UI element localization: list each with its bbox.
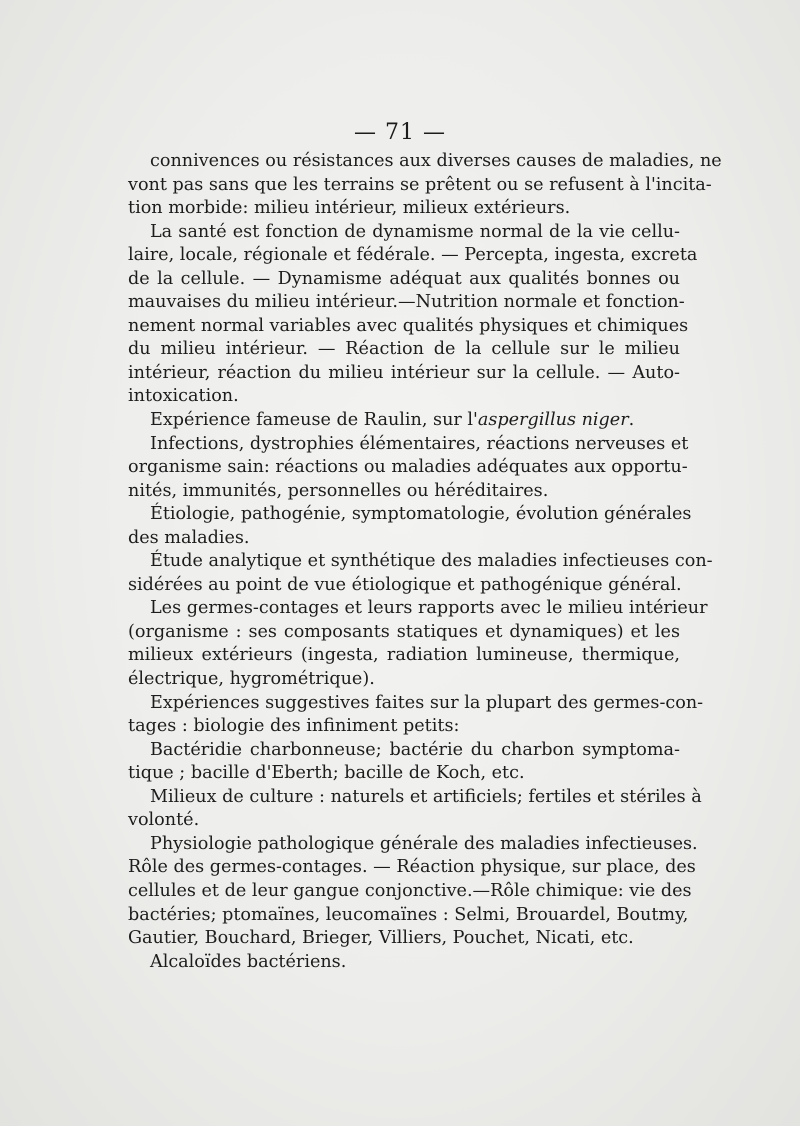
text-line: bactéries; ptomaïnes, leucomaïnes : Selmi, Brouardel, Boutmy,: [128, 904, 689, 925]
text-line: Physiologie pathologique générale des maladies infectieuses.: [150, 833, 698, 854]
text-line: cellules et de leur gangue conjonctive.—Rôle chimique: vie des: [128, 880, 692, 901]
text-line: Infections, dystrophies élémentaires, réactions nerveuses et: [150, 433, 689, 454]
paragraph: [128, 433, 689, 504]
text-line: intoxication.: [128, 386, 239, 407]
text-line: La santé est fonction de dynamisme normal de la vie cellu-: [150, 221, 680, 242]
text-line: connivences ou résistances aux diverses causes de maladies, ne: [150, 151, 722, 171]
text-line: Étiologie, pathogénie, symptomatologie, évolution générales: [150, 504, 692, 525]
page-number: — 71 —: [354, 120, 446, 145]
text-line: sidérées au point de vue étiologique et pathogénique général.: [128, 574, 682, 595]
paragraph: [128, 833, 698, 951]
paragraph: [128, 150, 722, 221]
text-line: nement normal variables avec qualités physiques et chimiques: [128, 315, 689, 336]
text-line: organisme sain: réactions ou maladies adéquates aux opportu-: [128, 457, 688, 478]
paragraph: [128, 550, 713, 597]
paragraph: [128, 409, 680, 433]
text-line: des maladies.: [128, 527, 250, 548]
text-line: Expérience fameuse de Raulin, sur l'aspergillus niger.: [150, 410, 635, 431]
text-line: Les germes-contages et leurs rapports avec le milieu intérieur: [150, 598, 708, 619]
body-text: [128, 150, 722, 974]
paragraph: [128, 503, 692, 550]
paragraph: [128, 951, 680, 975]
text-line: Rôle des germes-contages. — Réaction physique, sur place, des: [128, 857, 696, 878]
text-line: vont pas sans que les terrains se prêtent ou se refusent à l'incita-: [128, 174, 712, 195]
paragraph: [128, 739, 680, 786]
text-line: intérieur, réaction du milieu intérieur sur la cellule. — Auto-: [128, 362, 680, 383]
text-line: de la cellule. — Dynamisme adéquat aux qualités bonnes ou: [128, 268, 680, 289]
text-line: tages : biologie des infiniment petits:: [128, 716, 460, 737]
text-line: Alcaloïdes bactériens.: [150, 951, 347, 972]
text-line: (organisme : ses composants statiques et dynamiques) et les: [128, 621, 680, 642]
text-line: du milieu intérieur. — Réaction de la cellule sur le milieu: [128, 339, 680, 360]
text-line: laire, locale, régionale et fédérale. — Percepta, ingesta, excreta: [128, 245, 698, 266]
paragraph: [128, 786, 702, 833]
paragraph: [128, 221, 698, 409]
text-line: Bactéridie charbonneuse; bactérie du charbon symptoma-: [150, 739, 680, 760]
text-line: mauvaises du milieu intérieur.—Nutrition normale et fonction-: [128, 292, 685, 313]
text-line: électrique, hygrométrique).: [128, 669, 375, 690]
text-line: Gautier, Bouchard, Brieger, Villiers, Pouchet, Nicati, etc.: [128, 928, 634, 949]
text-line: tique ; bacille d'Eberth; bacille de Koch, etc.: [128, 763, 525, 784]
text-line: milieux extérieurs (ingesta, radiation lumineuse, thermique,: [128, 645, 680, 666]
paragraph: [128, 692, 704, 739]
text-line: Étude analytique et synthétique des maladies infectieuses con-: [150, 551, 713, 572]
text-line: tion morbide: milieu intérieur, milieux extérieurs.: [128, 198, 571, 219]
text-line: Milieux de culture : naturels et artificiels; fertiles et stériles à: [150, 786, 702, 807]
text-line: volonté.: [128, 810, 200, 831]
text-line: nités, immunités, personnelles ou héréditaires.: [128, 480, 549, 501]
text-line: Expériences suggestives faites sur la plupart des germes-con-: [150, 692, 704, 713]
paragraph: [128, 597, 708, 691]
